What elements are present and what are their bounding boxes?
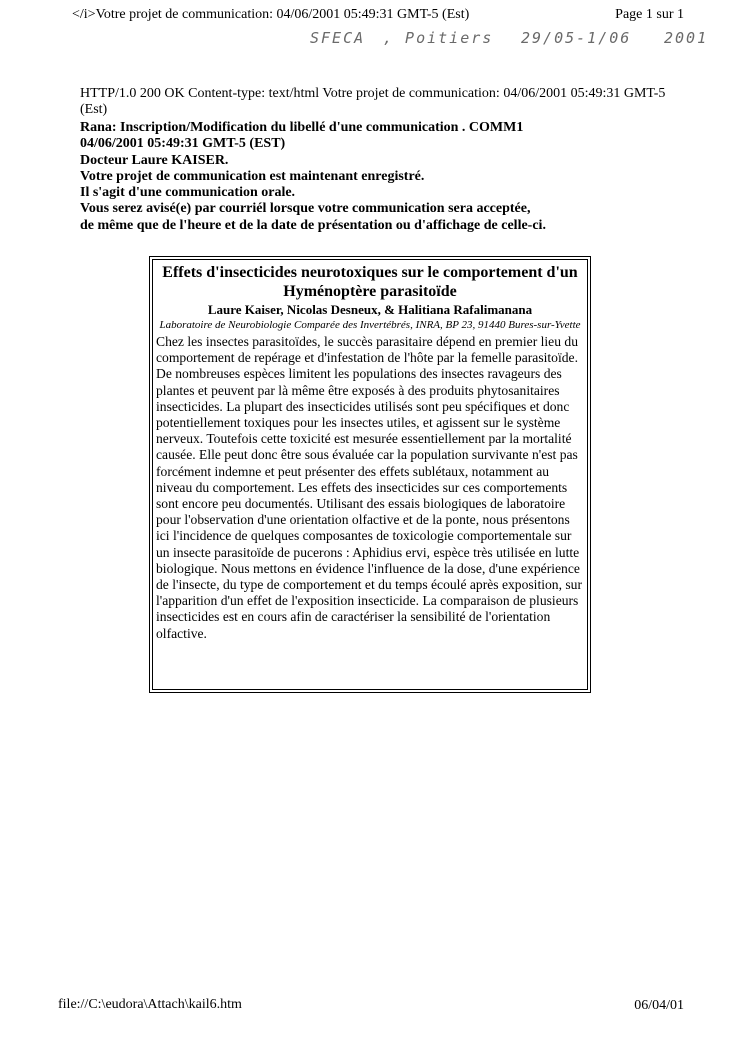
handwritten-note-year: 2001: [664, 29, 709, 47]
print-header-title: </i>Votre projet de communication: 04/06/2001 05:49:31 GMT-5 (Est): [72, 7, 470, 22]
print-header-page-number: Page 1 sur 1: [615, 7, 684, 22]
notice-line: Rana: Inscription/Modification du libellé d'une communication . COMM1: [80, 120, 524, 135]
http-status-line: HTTP/1.0 200 OK Content-type: text/html Votre projet de communication: 04/06/2001 05:49:31 GMT-5 (Est): [80, 86, 666, 117]
abstract-affiliation: Laboratoire de Neurobiologie Comparée des Invertébrés, INRA, BP 23, 91440 Bures-sur-Yvette: [159, 319, 581, 331]
notice-line: Il s'agit d'une communication orale.: [80, 185, 296, 201]
notice-line: 04/06/2001 05:49:31 GMT-5 (EST): [80, 136, 286, 152]
notice-line: de même que de l'heure et de la date de présentation ou d'affichage de celle-ci.: [80, 217, 546, 233]
abstract-authors: Laure Kaiser, Nicolas Desneux, & Halitiana Rafalimanana: [207, 302, 533, 317]
handwritten-note-dates: 29/05-1/06: [521, 29, 632, 47]
abstract-title: Effets d'insecticides neurotoxiques sur le comportement d'un Hyménoptère parasitoïde: [162, 264, 578, 300]
notice-line: Docteur Laure KAISER.: [80, 152, 229, 168]
handwritten-note-city: , Poitiers: [383, 29, 494, 47]
print-footer-date: 06/04/01: [634, 998, 684, 1013]
abstract-body: Chez les insectes parasitoïdes, le succès parasitaire dépend en premier lieu du comportement de repérage et d'infestation de l'hôte par la femelle parasitoïde. De nombreuses espèces limitent les populations des insectes ravageurs des plantes et peuvent par là même être exposés à des produits phytosanitaires insecticides. La plupart des insecticides utilisés sont peu spécifiques et donc potentiellement toxiques pour les insectes utiles, et agissent sur le système nerveux. Toutefois cette toxicité est mesurée essentiellement par la mortalité causée. Elle peut donc être sous évaluée car la population survivante n'est pas forcément indemne et peut présenter des effets sublétaux, notamment au niveau du comportement. Les effets des insecticides sur ces comportements sont encore peu documentés. Utilisant des essais biologiques de laboratoire pour l'observation d'une orientation olfactive et de la ponte, nous présentons ici l'incidence de quelques composantes de toxicologie comportementale sur un insecte parasitoïde de pucerons : Aphidius ervi, espèce très utilisée en lutte biologique. Nous mettons en évidence l'influence de la dose, d'une expérience de l'insecte, du type de comportement et du temps écoulé après exposition, sur l'apparition d'un effet de l'exposition insecticide. La comparaison de plusieurs insecticides est en cours afin de caractériser la sensibilité de l'orientation olfactive.: [156, 334, 582, 641]
abstract-box: [149, 256, 591, 693]
handwritten-note-conference: SFECA: [310, 29, 366, 47]
print-footer-url: file://C:\eudora\Attach\kail6.htm: [58, 997, 242, 1012]
abstract-inner-frame: [152, 259, 588, 690]
notice-line: Votre projet de communication est maintenant enregistré.: [80, 168, 425, 184]
notice-line: Vous serez avisé(e) par courriél lorsque votre communication sera acceptée,: [80, 201, 531, 217]
registration-notice: [80, 120, 640, 234]
